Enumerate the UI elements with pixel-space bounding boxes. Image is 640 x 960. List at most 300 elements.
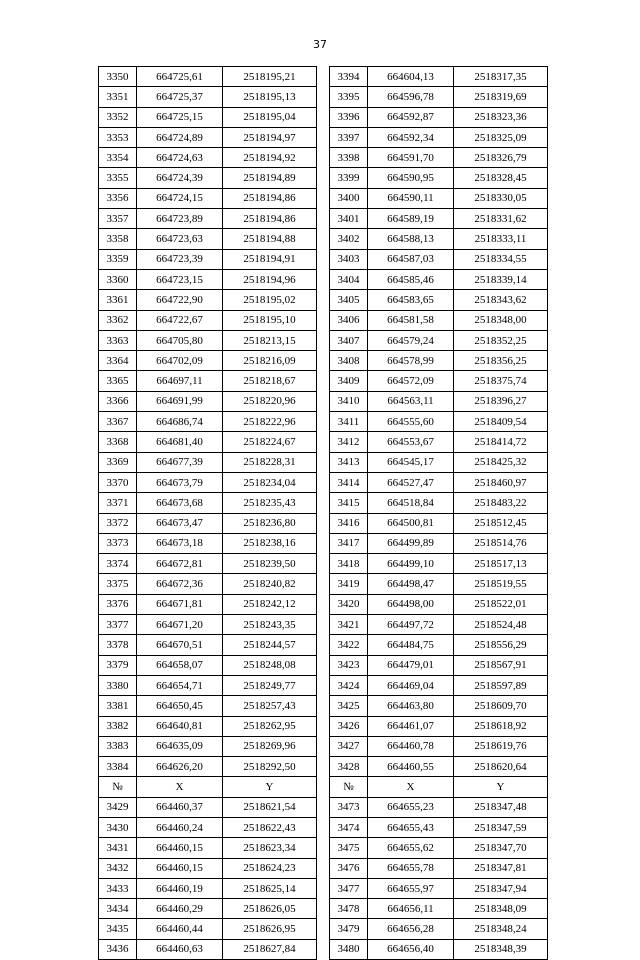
y-coordinate-cell: 2518414,72: [454, 432, 548, 452]
x-coordinate-cell: 664527,47: [368, 472, 454, 492]
x-coordinate-cell: 664670,51: [137, 635, 223, 655]
y-coordinate-cell: 2518326,79: [454, 148, 548, 168]
header-x: X: [137, 777, 223, 797]
y-coordinate-cell: 2518519,55: [454, 574, 548, 594]
point-number-cell: 3401: [330, 209, 368, 229]
point-number-cell: 3404: [330, 269, 368, 289]
y-coordinate-cell: 2518195,02: [223, 290, 317, 310]
point-number-cell: 3474: [330, 817, 368, 837]
point-number-cell: 3413: [330, 452, 368, 472]
y-coordinate-cell: 2518236,80: [223, 513, 317, 533]
y-coordinate-cell: 2518317,35: [454, 67, 548, 87]
point-number-cell: 3423: [330, 655, 368, 675]
table-row: [99, 675, 548, 695]
point-number-cell: 3378: [99, 635, 137, 655]
y-coordinate-cell: 2518396,27: [454, 391, 548, 411]
point-number-cell: 3363: [99, 330, 137, 350]
column-gap: [317, 452, 330, 472]
table-row: [99, 635, 548, 655]
x-coordinate-cell: 664589,19: [368, 209, 454, 229]
y-coordinate-cell: 2518347,70: [454, 838, 548, 858]
x-coordinate-cell: 664587,03: [368, 249, 454, 269]
point-number-cell: 3370: [99, 472, 137, 492]
header-y: Y: [223, 777, 317, 797]
table-row: [99, 188, 548, 208]
y-coordinate-cell: 2518512,45: [454, 513, 548, 533]
column-gap: [317, 148, 330, 168]
y-coordinate-cell: 2518626,05: [223, 899, 317, 919]
x-coordinate-cell: 664640,81: [137, 716, 223, 736]
y-coordinate-cell: 2518323,36: [454, 107, 548, 127]
header-y: Y: [454, 777, 548, 797]
column-gap: [317, 736, 330, 756]
x-coordinate-cell: 664656,28: [368, 919, 454, 939]
y-coordinate-cell: 2518195,04: [223, 107, 317, 127]
x-coordinate-cell: 664673,68: [137, 493, 223, 513]
point-number-cell: 3362: [99, 310, 137, 330]
column-gap: [317, 371, 330, 391]
x-coordinate-cell: 664702,09: [137, 351, 223, 371]
x-coordinate-cell: 664500,81: [368, 513, 454, 533]
y-coordinate-cell: 2518194,97: [223, 127, 317, 147]
x-coordinate-cell: 664697,11: [137, 371, 223, 391]
table-row: [99, 209, 548, 229]
x-coordinate-cell: 664596,78: [368, 87, 454, 107]
x-coordinate-cell: 664655,97: [368, 878, 454, 898]
page-number: 37: [313, 38, 327, 51]
column-gap: [317, 188, 330, 208]
point-number-cell: 3402: [330, 229, 368, 249]
x-coordinate-cell: 664460,44: [137, 919, 223, 939]
point-number-cell: 3372: [99, 513, 137, 533]
x-coordinate-cell: 664723,39: [137, 249, 223, 269]
y-coordinate-cell: 2518220,96: [223, 391, 317, 411]
x-coordinate-cell: 664722,90: [137, 290, 223, 310]
table-row: [99, 472, 548, 492]
point-number-cell: 3395: [330, 87, 368, 107]
point-number-cell: 3359: [99, 249, 137, 269]
y-coordinate-cell: 2518325,09: [454, 127, 548, 147]
column-gap: [317, 127, 330, 147]
y-coordinate-cell: 2518626,95: [223, 919, 317, 939]
x-coordinate-cell: 664588,13: [368, 229, 454, 249]
table-row: [99, 412, 548, 432]
y-coordinate-cell: 2518352,25: [454, 330, 548, 350]
point-number-cell: 3365: [99, 371, 137, 391]
point-number-cell: 3434: [99, 899, 137, 919]
y-coordinate-cell: 2518483,22: [454, 493, 548, 513]
y-coordinate-cell: 2518347,94: [454, 878, 548, 898]
point-number-cell: 3367: [99, 412, 137, 432]
point-number-cell: 3418: [330, 554, 368, 574]
point-number-cell: 3403: [330, 249, 368, 269]
point-number-cell: 3369: [99, 452, 137, 472]
point-number-cell: 3422: [330, 635, 368, 655]
x-coordinate-cell: 664635,09: [137, 736, 223, 756]
point-number-cell: 3371: [99, 493, 137, 513]
point-number-cell: 3429: [99, 797, 137, 817]
table-row: [99, 554, 548, 574]
y-coordinate-cell: 2518621,54: [223, 797, 317, 817]
x-coordinate-cell: 664592,87: [368, 107, 454, 127]
table-row: [99, 432, 548, 452]
x-coordinate-cell: 664498,47: [368, 574, 454, 594]
x-coordinate-cell: 664460,19: [137, 878, 223, 898]
column-gap: [317, 432, 330, 452]
point-number-cell: 3409: [330, 371, 368, 391]
column-gap: [317, 615, 330, 635]
x-coordinate-cell: 664673,47: [137, 513, 223, 533]
x-coordinate-cell: 664591,70: [368, 148, 454, 168]
y-coordinate-cell: 2518347,48: [454, 797, 548, 817]
point-number-cell: 3354: [99, 148, 137, 168]
x-coordinate-cell: 664656,40: [368, 939, 454, 959]
table-row: [99, 127, 548, 147]
y-coordinate-cell: 2518627,84: [223, 939, 317, 959]
y-coordinate-cell: 2518348,24: [454, 919, 548, 939]
y-coordinate-cell: 2518292,50: [223, 757, 317, 777]
x-coordinate-cell: 664498,00: [368, 594, 454, 614]
y-coordinate-cell: 2518347,59: [454, 817, 548, 837]
point-number-cell: 3476: [330, 858, 368, 878]
x-coordinate-cell: 664673,79: [137, 472, 223, 492]
x-coordinate-cell: 664553,67: [368, 432, 454, 452]
table-row: [99, 310, 548, 330]
table-row: [99, 736, 548, 756]
point-number-cell: 3383: [99, 736, 137, 756]
table-row: [99, 107, 548, 127]
table-row: [99, 574, 548, 594]
point-number-cell: 3425: [330, 696, 368, 716]
column-gap: [317, 87, 330, 107]
column-gap: [317, 269, 330, 289]
x-coordinate-cell: 664655,78: [368, 858, 454, 878]
column-gap: [317, 412, 330, 432]
x-coordinate-cell: 664658,07: [137, 655, 223, 675]
table-row: [99, 533, 548, 553]
point-number-cell: 3417: [330, 533, 368, 553]
point-number-cell: 3377: [99, 615, 137, 635]
point-number-cell: 3475: [330, 838, 368, 858]
point-number-cell: 3415: [330, 493, 368, 513]
x-coordinate-cell: 664723,15: [137, 269, 223, 289]
y-coordinate-cell: 2518618,92: [454, 716, 548, 736]
point-number-cell: 3420: [330, 594, 368, 614]
x-coordinate-cell: 664650,45: [137, 696, 223, 716]
table-row: [99, 817, 548, 837]
column-gap: [317, 777, 330, 797]
x-coordinate-cell: 664579,24: [368, 330, 454, 350]
column-gap: [317, 229, 330, 249]
y-coordinate-cell: 2518333,11: [454, 229, 548, 249]
x-coordinate-cell: 664671,20: [137, 615, 223, 635]
x-coordinate-cell: 664484,75: [368, 635, 454, 655]
x-coordinate-cell: 664479,01: [368, 655, 454, 675]
column-gap: [317, 574, 330, 594]
y-coordinate-cell: 2518242,12: [223, 594, 317, 614]
column-gap: [317, 168, 330, 188]
x-coordinate-cell: 664555,60: [368, 412, 454, 432]
x-coordinate-cell: 664469,04: [368, 675, 454, 695]
column-gap: [317, 838, 330, 858]
x-coordinate-cell: 664460,24: [137, 817, 223, 837]
y-coordinate-cell: 2518348,09: [454, 899, 548, 919]
y-coordinate-cell: 2518194,89: [223, 168, 317, 188]
column-gap: [317, 310, 330, 330]
x-coordinate-cell: 664655,23: [368, 797, 454, 817]
x-coordinate-cell: 664572,09: [368, 371, 454, 391]
x-coordinate-cell: 664672,36: [137, 574, 223, 594]
header-num: №: [99, 777, 137, 797]
point-number-cell: 3400: [330, 188, 368, 208]
point-number-cell: 3379: [99, 655, 137, 675]
y-coordinate-cell: 2518331,62: [454, 209, 548, 229]
y-coordinate-cell: 2518330,05: [454, 188, 548, 208]
x-coordinate-cell: 664656,11: [368, 899, 454, 919]
x-coordinate-cell: 664691,99: [137, 391, 223, 411]
column-gap: [317, 675, 330, 695]
y-coordinate-cell: 2518524,48: [454, 615, 548, 635]
x-coordinate-cell: 664460,15: [137, 838, 223, 858]
table-row: [99, 878, 548, 898]
table-row: [99, 716, 548, 736]
y-coordinate-cell: 2518356,25: [454, 351, 548, 371]
x-coordinate-cell: 664725,15: [137, 107, 223, 127]
point-number-cell: 3376: [99, 594, 137, 614]
y-coordinate-cell: 2518619,76: [454, 736, 548, 756]
point-number-cell: 3397: [330, 127, 368, 147]
y-coordinate-cell: 2518622,43: [223, 817, 317, 837]
y-coordinate-cell: 2518409,54: [454, 412, 548, 432]
table-row: [99, 939, 548, 959]
x-coordinate-cell: 664677,39: [137, 452, 223, 472]
table-row: [99, 351, 548, 371]
point-number-cell: 3427: [330, 736, 368, 756]
y-coordinate-cell: 2518243,35: [223, 615, 317, 635]
y-coordinate-cell: 2518567,91: [454, 655, 548, 675]
y-coordinate-cell: 2518194,86: [223, 188, 317, 208]
y-coordinate-cell: 2518239,50: [223, 554, 317, 574]
y-coordinate-cell: 2518194,92: [223, 148, 317, 168]
x-coordinate-cell: 664499,10: [368, 554, 454, 574]
x-coordinate-cell: 664604,13: [368, 67, 454, 87]
x-coordinate-cell: 664590,11: [368, 188, 454, 208]
point-number-cell: 3360: [99, 269, 137, 289]
y-coordinate-cell: 2518195,10: [223, 310, 317, 330]
point-number-cell: 3381: [99, 696, 137, 716]
table-row: [99, 655, 548, 675]
y-coordinate-cell: 2518328,45: [454, 168, 548, 188]
point-number-cell: 3406: [330, 310, 368, 330]
point-number-cell: 3356: [99, 188, 137, 208]
y-coordinate-cell: 2518624,23: [223, 858, 317, 878]
x-coordinate-cell: 664655,62: [368, 838, 454, 858]
column-gap: [317, 899, 330, 919]
x-coordinate-cell: 664654,71: [137, 675, 223, 695]
table-row: [99, 391, 548, 411]
table-row: [99, 452, 548, 472]
x-coordinate-cell: 664461,07: [368, 716, 454, 736]
column-gap: [317, 635, 330, 655]
y-coordinate-cell: 2518228,31: [223, 452, 317, 472]
x-coordinate-cell: 664578,99: [368, 351, 454, 371]
y-coordinate-cell: 2518556,29: [454, 635, 548, 655]
x-coordinate-cell: 664725,61: [137, 67, 223, 87]
point-number-cell: 3352: [99, 107, 137, 127]
column-gap: [317, 939, 330, 959]
y-coordinate-cell: 2518517,13: [454, 554, 548, 574]
table-row: [99, 330, 548, 350]
y-coordinate-cell: 2518222,96: [223, 412, 317, 432]
table-row: [99, 696, 548, 716]
point-number-cell: 3353: [99, 127, 137, 147]
y-coordinate-cell: 2518514,76: [454, 533, 548, 553]
y-coordinate-cell: 2518195,13: [223, 87, 317, 107]
point-number-cell: 3398: [330, 148, 368, 168]
y-coordinate-cell: 2518348,39: [454, 939, 548, 959]
column-gap: [317, 493, 330, 513]
point-number-cell: 3382: [99, 716, 137, 736]
x-coordinate-cell: 664626,20: [137, 757, 223, 777]
point-number-cell: 3431: [99, 838, 137, 858]
point-number-cell: 3375: [99, 574, 137, 594]
y-coordinate-cell: 2518269,96: [223, 736, 317, 756]
column-gap: [317, 878, 330, 898]
x-coordinate-cell: 664672,81: [137, 554, 223, 574]
x-coordinate-cell: 664724,63: [137, 148, 223, 168]
column-gap: [317, 107, 330, 127]
table-row: [99, 148, 548, 168]
y-coordinate-cell: 2518623,34: [223, 838, 317, 858]
column-gap: [317, 919, 330, 939]
table-row: [99, 229, 548, 249]
y-coordinate-cell: 2518257,43: [223, 696, 317, 716]
x-coordinate-cell: 664592,34: [368, 127, 454, 147]
table-row: [99, 493, 548, 513]
column-gap: [317, 330, 330, 350]
point-number-cell: 3374: [99, 554, 137, 574]
table-row: [99, 371, 548, 391]
column-gap: [317, 67, 330, 87]
y-coordinate-cell: 2518194,96: [223, 269, 317, 289]
point-number-cell: 3407: [330, 330, 368, 350]
point-number-cell: 3428: [330, 757, 368, 777]
point-number-cell: 3416: [330, 513, 368, 533]
y-coordinate-cell: 2518238,16: [223, 533, 317, 553]
x-coordinate-cell: 664463,80: [368, 696, 454, 716]
column-gap: [317, 594, 330, 614]
x-coordinate-cell: 664725,37: [137, 87, 223, 107]
point-number-cell: 3351: [99, 87, 137, 107]
column-gap: [317, 391, 330, 411]
y-coordinate-cell: 2518194,88: [223, 229, 317, 249]
x-coordinate-cell: 664460,37: [137, 797, 223, 817]
point-number-cell: 3357: [99, 209, 137, 229]
x-coordinate-cell: 664460,78: [368, 736, 454, 756]
point-number-cell: 3384: [99, 757, 137, 777]
x-coordinate-cell: 664724,89: [137, 127, 223, 147]
column-gap: [317, 797, 330, 817]
y-coordinate-cell: 2518347,81: [454, 858, 548, 878]
coordinates-table: [98, 66, 548, 960]
point-number-cell: 3380: [99, 675, 137, 695]
column-gap: [317, 249, 330, 269]
point-number-cell: 3355: [99, 168, 137, 188]
y-coordinate-cell: 2518339,14: [454, 269, 548, 289]
x-coordinate-cell: 664497,72: [368, 615, 454, 635]
table-row: [99, 615, 548, 635]
x-coordinate-cell: 664655,43: [368, 817, 454, 837]
point-number-cell: 3410: [330, 391, 368, 411]
point-number-cell: 3473: [330, 797, 368, 817]
point-number-cell: 3396: [330, 107, 368, 127]
point-number-cell: 3424: [330, 675, 368, 695]
point-number-cell: 3350: [99, 67, 137, 87]
table-row: [99, 67, 548, 87]
x-coordinate-cell: 664673,18: [137, 533, 223, 553]
point-number-cell: 3419: [330, 574, 368, 594]
table-row: [99, 87, 548, 107]
table-row: [99, 249, 548, 269]
y-coordinate-cell: 2518194,91: [223, 249, 317, 269]
y-coordinate-cell: 2518620,64: [454, 757, 548, 777]
y-coordinate-cell: 2518195,21: [223, 67, 317, 87]
x-coordinate-cell: 664590,95: [368, 168, 454, 188]
table-row: [99, 858, 548, 878]
y-coordinate-cell: 2518625,14: [223, 878, 317, 898]
point-number-cell: 3477: [330, 878, 368, 898]
table-row: [99, 899, 548, 919]
column-gap: [317, 757, 330, 777]
x-coordinate-cell: 664724,39: [137, 168, 223, 188]
y-coordinate-cell: 2518216,09: [223, 351, 317, 371]
point-number-cell: 3478: [330, 899, 368, 919]
x-coordinate-cell: 664460,15: [137, 858, 223, 878]
table-row: [99, 797, 548, 817]
point-number-cell: 3399: [330, 168, 368, 188]
y-coordinate-cell: 2518248,08: [223, 655, 317, 675]
column-gap: [317, 472, 330, 492]
point-number-cell: 3364: [99, 351, 137, 371]
y-coordinate-cell: 2518334,55: [454, 249, 548, 269]
column-gap: [317, 716, 330, 736]
x-coordinate-cell: 664681,40: [137, 432, 223, 452]
table-row: [99, 757, 548, 777]
table-row: [99, 919, 548, 939]
y-coordinate-cell: 2518240,82: [223, 574, 317, 594]
point-number-cell: 3426: [330, 716, 368, 736]
y-coordinate-cell: 2518319,69: [454, 87, 548, 107]
x-coordinate-cell: 664705,80: [137, 330, 223, 350]
y-coordinate-cell: 2518213,15: [223, 330, 317, 350]
y-coordinate-cell: 2518609,70: [454, 696, 548, 716]
y-coordinate-cell: 2518244,57: [223, 635, 317, 655]
point-number-cell: 3373: [99, 533, 137, 553]
column-gap: [317, 817, 330, 837]
column-gap: [317, 513, 330, 533]
point-number-cell: 3414: [330, 472, 368, 492]
x-coordinate-cell: 664723,89: [137, 209, 223, 229]
point-number-cell: 3412: [330, 432, 368, 452]
x-coordinate-cell: 664585,46: [368, 269, 454, 289]
point-number-cell: 3361: [99, 290, 137, 310]
x-coordinate-cell: 664563,11: [368, 391, 454, 411]
point-number-cell: 3479: [330, 919, 368, 939]
column-gap: [317, 290, 330, 310]
column-gap: [317, 209, 330, 229]
point-number-cell: 3368: [99, 432, 137, 452]
x-coordinate-cell: 664460,55: [368, 757, 454, 777]
